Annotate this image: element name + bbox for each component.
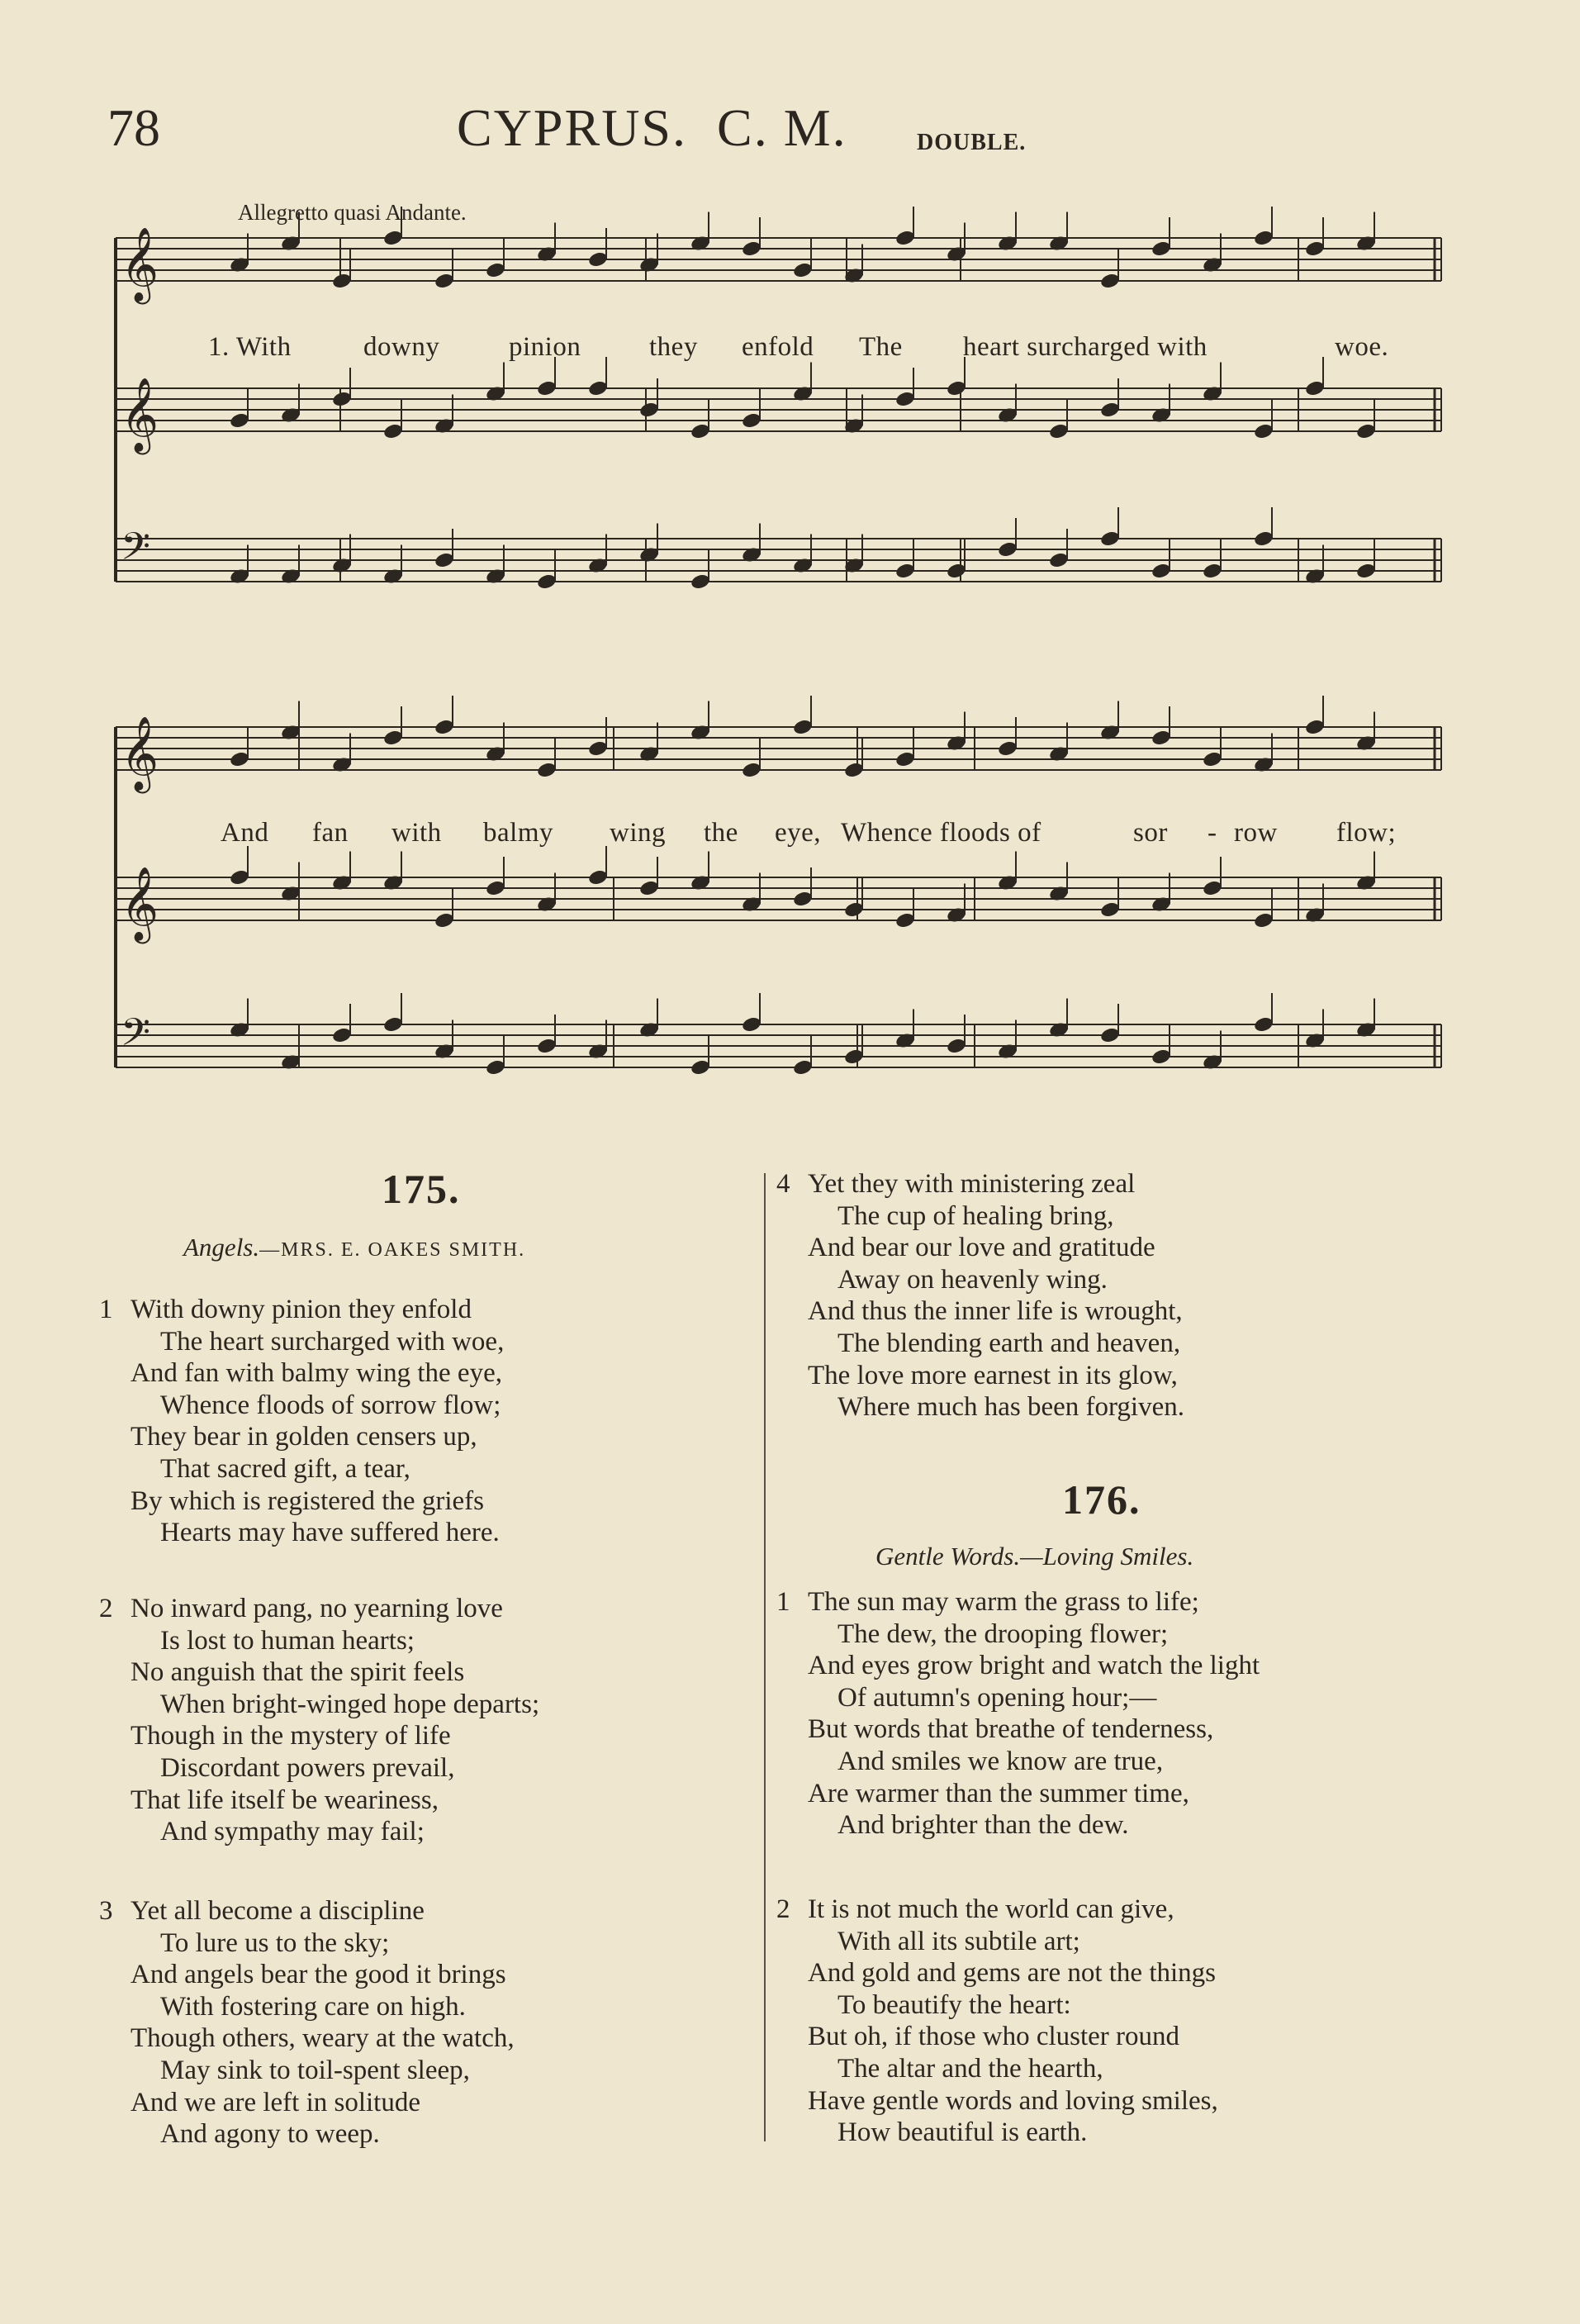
bass-clef: 𝄢 bbox=[121, 1010, 151, 1064]
stanza-number: 2 bbox=[776, 1894, 790, 1924]
stanza-line: The heart surcharged with woe, bbox=[160, 1326, 505, 1357]
stanza-line: With all its subtile art; bbox=[837, 1926, 1080, 1956]
stanza-number: 1 bbox=[99, 1295, 113, 1324]
stanza-line: No inward pang, no yearning love bbox=[130, 1594, 503, 1623]
stanza-line: That life itself be weariness, bbox=[130, 1785, 439, 1815]
clefs bbox=[121, 227, 159, 1064]
stanza-line: Is lost to human hearts; bbox=[160, 1625, 415, 1656]
stanza-line: When bright-winged hope departs; bbox=[160, 1689, 540, 1719]
lyric-syllable: flow; bbox=[1336, 818, 1397, 848]
stanza-line: Yet all become a discipline bbox=[130, 1896, 425, 1926]
stanza-line: But words that breathe of tenderness, bbox=[808, 1714, 1214, 1745]
treble-clef: 𝄞 bbox=[121, 716, 159, 791]
stanza-line: With fostering care on high. bbox=[160, 1991, 466, 2022]
lyric-syllable: The bbox=[859, 332, 903, 362]
stanza-line: By which is registered the griefs bbox=[130, 1485, 484, 1516]
stanza-line: The love more earnest in its glow, bbox=[808, 1360, 1178, 1390]
hymn-author: —MRS. E. OAKES SMITH. bbox=[259, 1239, 526, 1261]
lyric-syllable: balmy bbox=[483, 818, 553, 848]
stanza-line: To beautify the heart: bbox=[837, 1989, 1071, 2020]
stanza-line: And angels bear the good it brings bbox=[130, 1960, 506, 1990]
stanza-line: And smiles we know are true, bbox=[837, 1746, 1164, 1776]
lyric-syllable: heart surcharged with bbox=[963, 332, 1208, 362]
stanza-line: How beautiful is earth. bbox=[837, 2117, 1088, 2148]
lyric-syllable: enfold bbox=[742, 332, 814, 362]
stanza-line: To lure us to the sky; bbox=[160, 1927, 390, 1958]
stanza-line: The sun may warm the grass to life; bbox=[808, 1587, 1199, 1617]
page-number: 78 bbox=[107, 98, 160, 157]
hymn-title-text: Gentle Words.—Loving Smiles. bbox=[875, 1542, 1194, 1571]
stanza-line: Though in the mystery of life bbox=[130, 1721, 451, 1751]
stanza-line: The altar and the hearth, bbox=[837, 2053, 1103, 2084]
lyric-syllable: they bbox=[649, 332, 698, 362]
stanza-line: But oh, if those who cluster round bbox=[808, 2022, 1180, 2052]
stanza-line: And thus the inner life is wrought, bbox=[808, 1296, 1183, 1327]
stanza-line: Of autumn's opening hour;— bbox=[837, 1682, 1157, 1713]
stanza-line: Discordant powers prevail, bbox=[160, 1752, 455, 1783]
lyric-syllable: the bbox=[704, 818, 738, 848]
stanza bbox=[776, 1586, 1260, 1842]
lyric-syllable: sor bbox=[1133, 818, 1168, 848]
lyric-syllable: with bbox=[391, 818, 442, 848]
stanza-line: The cup of healing bring, bbox=[837, 1200, 1114, 1231]
hymn-title bbox=[875, 1542, 1193, 1571]
tempo-marking: Allegretto quasi Andante. bbox=[238, 200, 467, 225]
stanza-line: That sacred gift, a tear, bbox=[160, 1453, 410, 1484]
stanza-line: And sympathy may fail; bbox=[160, 1817, 425, 1847]
stanza bbox=[99, 1895, 515, 2151]
stanza-line: Whence floods of sorrow flow; bbox=[160, 1390, 501, 1420]
stanza-line: And we are left in solitude bbox=[130, 2087, 420, 2117]
lyric-syllable: wing bbox=[610, 818, 666, 848]
stanza-number: 4 bbox=[776, 1169, 790, 1199]
lyric-syllable: woe. bbox=[1335, 332, 1389, 362]
stanza-line: And gold and gems are not the things bbox=[808, 1958, 1217, 1989]
stanza-line: Hearts may have suffered here. bbox=[160, 1518, 500, 1548]
stanza-line: The blending earth and heaven, bbox=[837, 1328, 1181, 1358]
column-divider bbox=[764, 1173, 766, 2141]
lyric-syllable: 1. With bbox=[208, 332, 292, 362]
lyric-syllable: eye, bbox=[775, 818, 822, 848]
stanza-line: And fan with balmy wing the eye, bbox=[130, 1358, 502, 1389]
stanza bbox=[776, 1168, 1184, 1423]
hymn-title-text: Angels. bbox=[183, 1233, 260, 1262]
stanza-number: 2 bbox=[99, 1594, 113, 1623]
lyric-syllable: Whence floods of bbox=[841, 818, 1041, 848]
stanza-line: Are warmer than the summer time, bbox=[808, 1778, 1189, 1808]
music-score bbox=[0, 0, 1580, 1124]
tune-name: CYPRUS. bbox=[457, 98, 687, 157]
stanza bbox=[99, 1294, 504, 1549]
stanza-line: They bear in golden censers up, bbox=[130, 1422, 477, 1452]
stanza-line: May sink to toil-spent sleep, bbox=[160, 2055, 470, 2085]
stanza-number: 3 bbox=[99, 1896, 113, 1926]
tune-meter: C. M. bbox=[717, 98, 847, 157]
hymn-number: 176. bbox=[1062, 1476, 1141, 1523]
treble-clef: 𝄞 bbox=[121, 227, 159, 302]
stanza-line: Where much has been forgiven. bbox=[837, 1392, 1184, 1423]
stanza bbox=[99, 1593, 539, 1848]
stanza-line: It is not much the world can give, bbox=[808, 1894, 1174, 1924]
stanza-line: With downy pinion they enfold bbox=[130, 1295, 472, 1324]
stanza-number: 1 bbox=[776, 1587, 790, 1617]
lyric-syllable: - bbox=[1208, 818, 1217, 848]
lyric-syllable: pinion bbox=[509, 332, 581, 362]
stanza-line: No anguish that the spirit feels bbox=[130, 1657, 465, 1688]
stanza-line: Yet they with ministering zeal bbox=[808, 1169, 1136, 1199]
bass-clef: 𝄢 bbox=[121, 525, 151, 578]
lyric-syllable: And bbox=[221, 818, 269, 848]
stanza-line: Though others, weary at the watch, bbox=[130, 2023, 515, 2054]
tune-meter-qualifier: DOUBLE. bbox=[917, 130, 1027, 155]
stanza-line: And eyes grow bright and watch the light bbox=[808, 1651, 1260, 1681]
stanza-line: And agony to weep. bbox=[160, 2119, 380, 2150]
stanza-line: And brighter than the dew. bbox=[837, 1810, 1129, 1841]
stanza bbox=[776, 1894, 1218, 2149]
lyric-syllable: fan bbox=[312, 818, 349, 848]
stanza-line: Have gentle words and loving smiles, bbox=[808, 2085, 1218, 2116]
treble-clef: 𝄞 bbox=[121, 378, 159, 452]
hymn-number: 175. bbox=[382, 1166, 461, 1212]
stanza-line: Away on heavenly wing. bbox=[837, 1264, 1108, 1295]
stanza-line: The dew, the drooping flower; bbox=[837, 1618, 1169, 1649]
treble-clef: 𝄞 bbox=[121, 867, 159, 941]
lyric-syllable: row bbox=[1234, 818, 1278, 848]
hymn-title bbox=[183, 1233, 525, 1262]
stanza-line: And bear our love and gratitude bbox=[808, 1233, 1155, 1263]
lyric-syllable: downy bbox=[363, 332, 440, 362]
